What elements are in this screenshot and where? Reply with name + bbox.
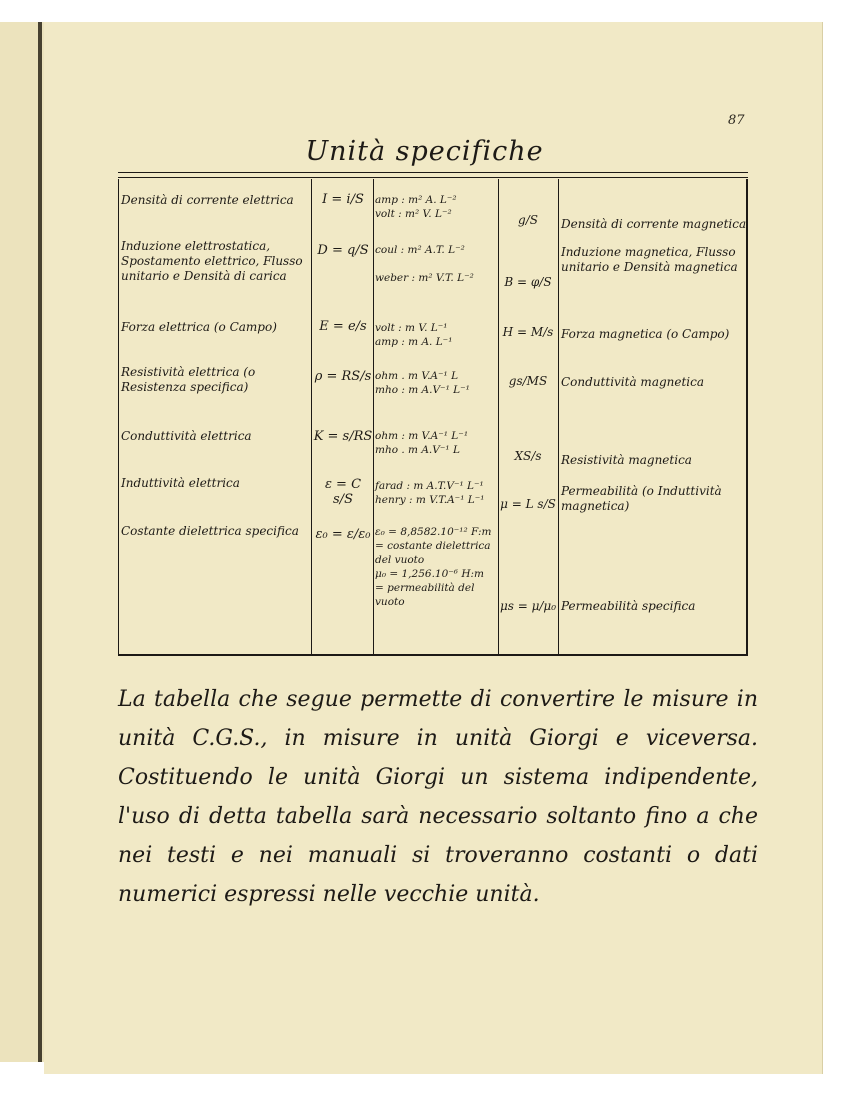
units-cell: amp : m² A. L⁻² volt : m² V. L⁻² <box>375 194 457 220</box>
electric-quantity-name: Resistività elettrica (o Resistenza specifica) <box>121 365 256 394</box>
magnetic-formula: gs/MS <box>508 374 548 388</box>
magnetic-formula: μs = μ/μ₀ <box>499 599 557 613</box>
units-cell: ε₀ = 8,8582.10⁻¹² F:m = costante dielettrica del vuoto μ₀ = 1,256.10⁻⁶ H:m = permeabilità del vuoto <box>375 526 492 608</box>
magnetic-quantity-name: Permeabilità (o Induttività magnetica) <box>561 484 722 513</box>
magnetic-quantity-name: Densità di corrente magnetica <box>561 217 747 231</box>
units-table <box>118 179 748 656</box>
units-cell: ohm . m V.A⁻¹ L mho : m A.V⁻¹ L⁻¹ <box>375 370 470 396</box>
electric-formula: ρ = RS/s <box>314 369 372 384</box>
magnetic-quantity-name: Forza magnetica (o Campo) <box>561 327 730 341</box>
table-divider <box>558 179 559 654</box>
magnetic-formula: XS/s <box>514 449 542 463</box>
book-gutter <box>38 22 42 1062</box>
body-paragraph: La tabella che segue permette di convertire le misure in unità C.G.S., in misure in unità Giorgi e viceversa. Costituendo le unità Giorgi un sistema indipendente, l'uso di detta tabella sarà necessario soltanto fino a che nei testi e nei manuali si troveranno costanti o dati numerici espressi nelle vecchie unità. <box>118 687 758 907</box>
table-divider <box>373 179 374 654</box>
magnetic-quantity-name: Conduttività magnetica <box>561 375 705 389</box>
page-title: Unità specifiche <box>305 136 544 167</box>
electric-formula: K = s/RS <box>313 429 373 444</box>
electric-quantity-name: Densità di corrente elettrica <box>121 193 294 207</box>
title-rule-bottom <box>118 177 748 178</box>
magnetic-formula: B = φ/S <box>504 275 552 289</box>
electric-quantity-name: Induttività elettrica <box>121 476 240 490</box>
electric-quantity-name: Induzione elettrostatica, Spostamento elettrico, Flusso unitario e Densità di carica <box>121 239 303 283</box>
electric-formula: I = i/S <box>322 192 364 207</box>
magnetic-quantity-name: Resistività magnetica <box>561 453 692 467</box>
electric-quantity-name: Forza elettrica (o Campo) <box>121 320 277 334</box>
electric-formula: ε₀ = ε/ε₀ <box>315 527 371 542</box>
magnetic-formula: g/S <box>518 213 538 227</box>
electric-quantity-name: Conduttività elettrica <box>121 429 252 443</box>
units-cell: farad : m A.T.V⁻¹ L⁻¹ henry : m V.T.A⁻¹ L⁻¹ <box>375 480 485 506</box>
magnetic-quantity-name: Induzione magnetica, Flusso unitario e Densità magnetica <box>561 245 738 274</box>
electric-formula: ε = C s/S <box>324 477 362 507</box>
electric-quantity-name: Costante dielettrica specifica <box>121 524 299 538</box>
page-number: 87 <box>728 113 745 128</box>
units-cell: ohm : m V.A⁻¹ L⁻¹ mho . m A.V⁻¹ L <box>375 430 469 456</box>
electric-formula: E = e/s <box>319 319 367 334</box>
magnetic-formula: H = M/s <box>502 325 554 339</box>
units-cell: volt : m V. L⁻¹ amp : m A. L⁻¹ <box>375 322 453 348</box>
electric-formula: D = q/S <box>317 243 369 258</box>
table-divider <box>311 179 312 654</box>
title-rule-top <box>118 172 748 173</box>
magnetic-quantity-name: Permeabilità specifica <box>561 599 696 613</box>
units-cell: coul : m² A.T. L⁻² weber : m² V.T. L⁻² <box>375 244 474 284</box>
magnetic-formula: μ = L s/S <box>500 497 556 511</box>
